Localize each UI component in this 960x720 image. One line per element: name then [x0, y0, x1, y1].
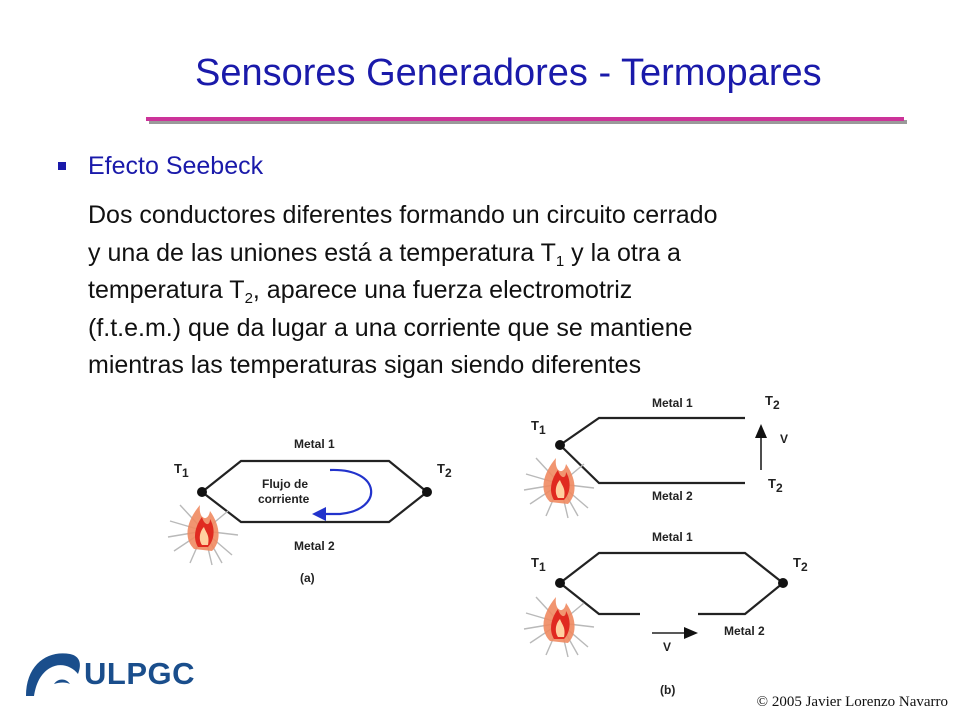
- paragraph-line-2: y una de las uniones está a temperatura $T_1$ y la otra a: [88, 238, 681, 270]
- paragraph-line-4: (f.t.e.m.) que da lugar a una corriente que se mantiene: [88, 313, 693, 342]
- flame-icon: [524, 597, 594, 657]
- metal2-wire-left: [560, 583, 640, 614]
- current-flow-curve: [322, 470, 371, 514]
- metal1-wire-open: [560, 418, 745, 445]
- label-t2-top: T2: [765, 393, 780, 412]
- label-metal2: Metal 2: [652, 489, 693, 503]
- metal1-wire: [202, 461, 427, 492]
- label-flow-2: corriente: [258, 492, 310, 506]
- paragraph-line-3: temperatura $T_2$, aparece una fuerza electromotriz: [88, 276, 633, 307]
- label-metal1: Metal 1: [652, 396, 693, 410]
- metal2-wire-open: [560, 445, 745, 483]
- label-t1: T1: [174, 461, 189, 480]
- voltage-arrow-right-icon: [684, 627, 698, 639]
- logo-text: ULPGC: [84, 656, 195, 691]
- label-t2-bottom: T2: [768, 476, 783, 495]
- caption-a: (a): [300, 571, 315, 585]
- metal1-wire-series: [560, 553, 783, 583]
- label-metal1: Metal 1: [652, 530, 693, 544]
- metal2-wire: [202, 492, 427, 522]
- copyright-footer: © 2005 Javier Lorenzo Navarro: [756, 694, 948, 710]
- caption-b: (b): [660, 683, 676, 697]
- figure-b-open-circuit: [524, 393, 788, 518]
- junction-t2-series: [778, 578, 788, 588]
- junction-t2: [422, 487, 432, 497]
- figure-b-series-circuit: [524, 530, 808, 697]
- label-t2: T2: [437, 461, 452, 480]
- junction-t1-open: [555, 440, 565, 450]
- label-t1: T1: [531, 555, 546, 574]
- paragraph-line-1: Dos conductores diferentes formando un circuito cerrado: [88, 201, 718, 229]
- flame-icon: [168, 505, 238, 565]
- metal2-wire-right: [698, 583, 783, 614]
- paragraph-line-5: mientras las temperaturas sigan siendo diferentes: [88, 351, 642, 379]
- logo-swoosh-icon: [20, 644, 84, 704]
- bullet-heading: Efecto Seebeck: [88, 152, 264, 180]
- label-flow-1: Flujo de: [262, 477, 308, 491]
- label-voltage: V: [663, 640, 672, 654]
- ulpgc-logo: [20, 644, 210, 704]
- figure-a: [168, 437, 452, 585]
- label-metal2: Metal 2: [724, 624, 765, 638]
- label-t2: T2: [793, 555, 808, 574]
- voltage-arrow-up-icon: [755, 424, 767, 438]
- current-arrowhead-icon: [312, 507, 326, 521]
- slide-title: Sensores Generadores - Termopares: [195, 52, 822, 94]
- label-voltage: V: [780, 432, 789, 446]
- label-metal2: Metal 2: [294, 539, 335, 553]
- label-metal1: Metal 1: [294, 437, 335, 451]
- label-t1: T1: [531, 418, 546, 437]
- junction-t1: [197, 487, 207, 497]
- junction-t1-series: [555, 578, 565, 588]
